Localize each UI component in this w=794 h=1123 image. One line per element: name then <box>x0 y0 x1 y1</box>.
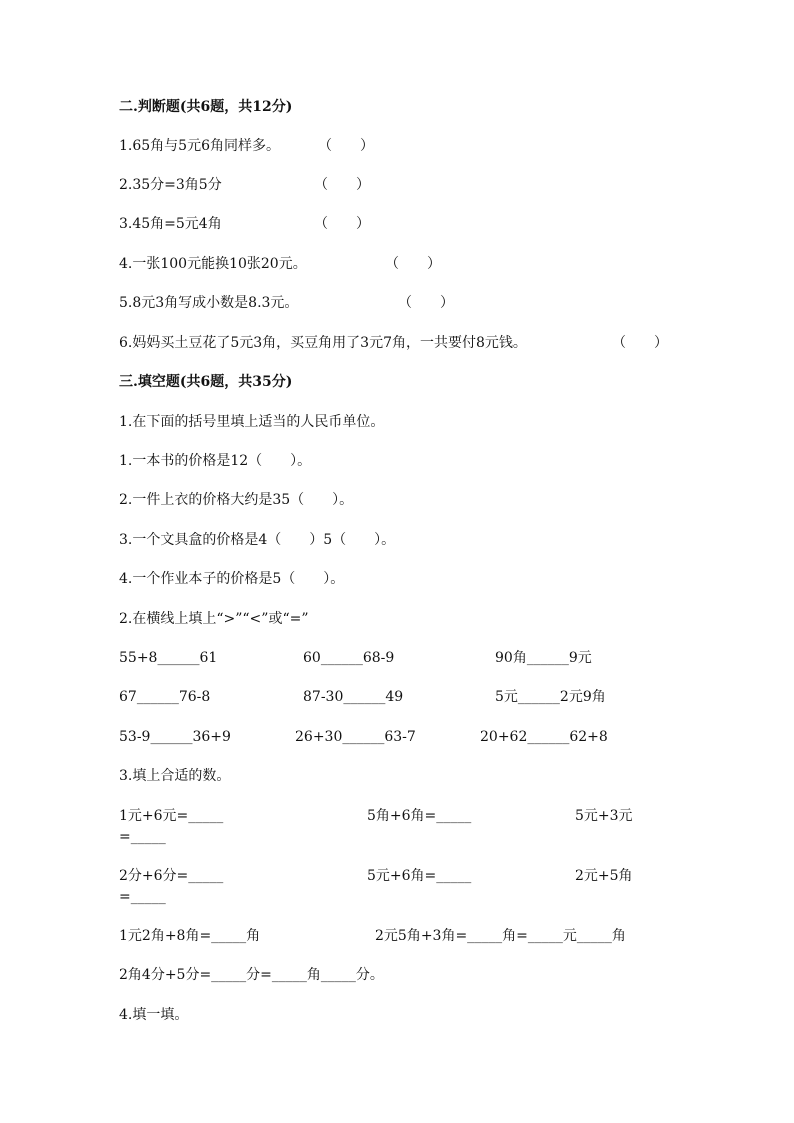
fill-q3-r2-c3-wrap[interactable]: =_____ <box>119 889 166 905</box>
compare-r2-c1[interactable]: 67______76-8 <box>119 689 211 705</box>
judge-item-1-paren[interactable]: （ ） <box>318 138 374 154</box>
judge-item-1: 1.65角与5元6角同样多。 <box>119 138 280 154</box>
judge-item-3-paren[interactable]: （ ） <box>314 216 370 232</box>
compare-r3-c3[interactable]: 20+62______62+8 <box>480 729 608 745</box>
section-2-title: 二.判断题(共6题，共12分) <box>119 99 293 115</box>
judge-item-6-paren[interactable]: （ ） <box>612 335 668 351</box>
fill-q3-r2-c3: 2元+5角 <box>575 868 633 884</box>
compare-r3-c1[interactable]: 53-9______36+9 <box>119 729 231 745</box>
fill-q3-r1-c2[interactable]: 5角+6角=_____ <box>367 808 472 824</box>
judge-item-6: 6.妈妈买土豆花了5元3角，买豆角用了3元7角，一共要付8元钱。 <box>119 335 527 351</box>
fill-q3-r2-c2[interactable]: 5元+6角=_____ <box>367 868 472 884</box>
judge-item-4-paren[interactable]: （ ） <box>385 256 441 272</box>
compare-r1-c1[interactable]: 55+8______61 <box>119 650 218 666</box>
fill-q3-r1-c3: 5元+3元 <box>575 808 633 824</box>
fill-q3-r3-c1[interactable]: 1元2角+8角=_____角 <box>119 928 261 944</box>
fill-q1-item-4[interactable]: 4.一个作业本子的价格是5（ ）。 <box>119 571 345 587</box>
compare-r1-c2[interactable]: 60______68-9 <box>303 650 395 666</box>
judge-item-2: 2.35分=3角5分 <box>119 177 222 193</box>
fill-q3-r1-c3-wrap[interactable]: =_____ <box>119 829 166 845</box>
compare-r3-c2[interactable]: 26+30______63-7 <box>295 729 416 745</box>
compare-r2-c2[interactable]: 87-30______49 <box>303 689 404 705</box>
section-3-title: 三.填空题(共6题，共35分) <box>119 374 293 390</box>
compare-r2-c3[interactable]: 5元______2元9角 <box>495 689 606 705</box>
judge-item-3: 3.45角=5元4角 <box>119 216 222 232</box>
fill-q1-item-1[interactable]: 1.一本书的价格是12（ ）。 <box>119 453 312 469</box>
fill-q1-item-2[interactable]: 2.一件上衣的价格大约是35（ ）。 <box>119 492 354 508</box>
fill-q3-r1-c1[interactable]: 1元+6元=_____ <box>119 808 224 824</box>
fill-q2-title: 2.在横线上填上“>”“<”或“=” <box>119 611 309 627</box>
judge-item-5-paren[interactable]: （ ） <box>398 295 454 311</box>
fill-q3-title: 3.填上合适的数。 <box>119 768 231 784</box>
fill-q3-r3-c2[interactable]: 2元5角+3角=_____角=_____元_____角 <box>375 928 626 944</box>
judge-item-4: 4.一张100元能换10张20元。 <box>119 256 307 272</box>
fill-q4-title: 4.填一填。 <box>119 1007 189 1023</box>
fill-q3-r2-c1[interactable]: 2分+6分=_____ <box>119 868 224 884</box>
judge-item-2-paren[interactable]: （ ） <box>314 177 370 193</box>
judge-item-5: 5.8元3角写成小数是8.3元。 <box>119 295 299 311</box>
fill-q1-item-3[interactable]: 3.一个文具盒的价格是4（ ）5（ ）。 <box>119 532 396 548</box>
fill-q3-r4[interactable]: 2角4分+5分=_____分=_____角_____分。 <box>119 967 384 983</box>
fill-q1-title: 1.在下面的括号里填上适当的人民币单位。 <box>119 414 385 430</box>
compare-r1-c3[interactable]: 90角______9元 <box>495 650 592 666</box>
